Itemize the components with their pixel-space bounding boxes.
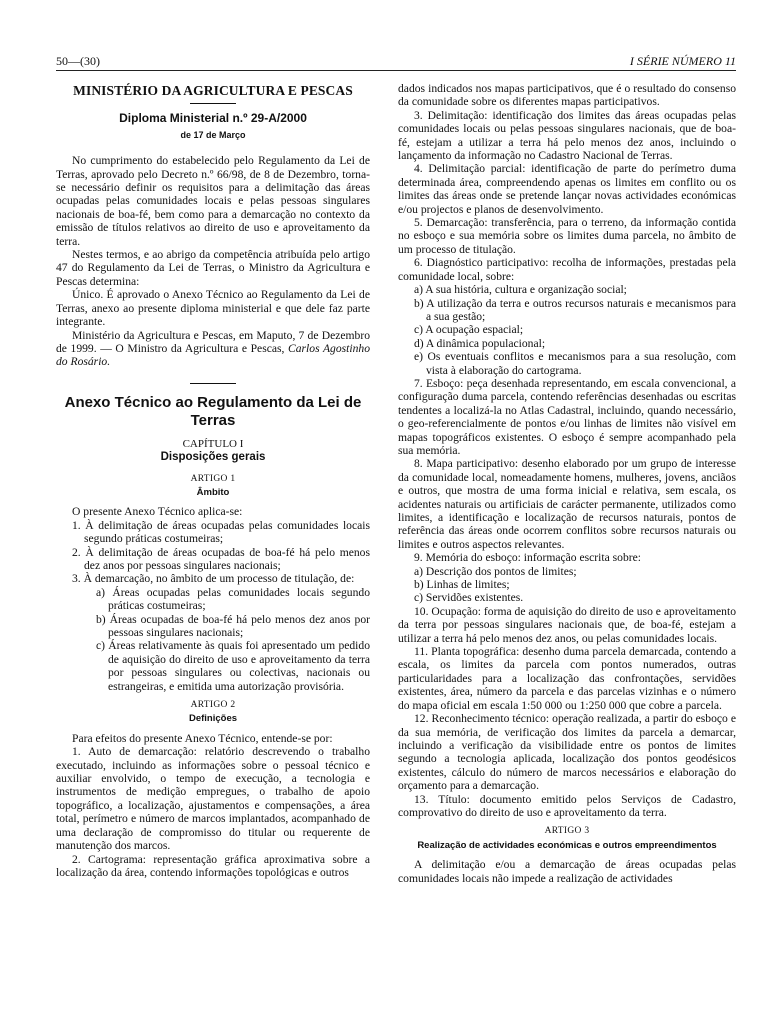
definition: 2. Cartograma: representação gráfica aproximativa sobre a localização da área, contendo informações topológicas e outros — [56, 852, 370, 879]
diploma-title: Diploma Ministerial n.º 29-A/2000 — [119, 111, 307, 126]
paragraph-closing — [56, 329, 370, 369]
definition: 7. Esboço: peça desenhada representando, em escala convencional, a configuração duma parcela, contendo referências desenhadas ou escritas tendentes a localizá-la no Atlas Cadastral, incluindo, quando necessário, o geo-referencialmente de pontos e/ou linhas de limites não visível em mapas topográficos existentes. O esboço é sempre acompanhado pela sua memória. — [398, 376, 736, 457]
sub-item: a) Áreas ocupadas pelas comunidades locais segundo práticas costumeiras; — [96, 585, 370, 613]
list-item: d) A dinâmica populacional; — [414, 336, 546, 350]
definition: 3. Delimitação: identificação dos limites das áreas ocupadas pelas comunidades locais ou pelas pessoas singulares nacionais, que de boa-fé, estejam a utilizar a terra há pelo menos dez anos, incluindo o lançamento da informação no Cadastro Nacional de Terras. — [398, 108, 736, 163]
paragraph: Único. É aprovado o Anexo Técnico ao Regulamento da Lei de Terras, anexo ao presente diploma ministerial e que dele faz parte integrante. — [56, 288, 370, 329]
definition: 12. Reconhecimento técnico: operação realizada, a partir do esboço e da sua memória, de verificação dos limites da parcela a demarcar, incluindo a verificação da visibilidade entre os pontos de limites segundo a tecnologia aplicada, localização dos pontos geodésicos existentes, cálculo do número de marcos necessários e elaboração do orçamento para a demarcação. — [398, 712, 736, 793]
list-item: e) Os eventuais conflitos e mecanismos para a sua resolução, com vista à elaboração do cartograma. — [414, 350, 736, 377]
article-title: Âmbito — [196, 486, 230, 498]
sub-item: c) Áreas relativamente às quais foi apresentado um pedido de aquisição do direito de uso e aproveitamento da terra por pessoas singulares ou colectivas, nacionais ou estrangeiras, e emitida uma autorização provisória. — [96, 639, 370, 693]
list-item: a) Descrição dos pontos de limites; — [414, 564, 577, 578]
definition: 13. Título: documento emitido pelos Serviços de Cadastro, comprovativo do direito de uso e aproveitamento da terra. — [398, 792, 736, 819]
definition: 11. Planta topográfica: desenho duma parcela demarcada, contendo a escala, os limites da parcela com pontos numerados, outras particularidades para a localização das confrontações, servidões existentes, área, número da parcela e das parcelas vizinhas e o número do mapa oficial em escala 1:50 000 ou 1:250 000 que cobre a parcela. — [398, 645, 736, 712]
ministry-heading: MINISTÉRIO DA AGRICULTURA E PESCAS — [73, 83, 353, 98]
signature: Carlos Agostinho do Rosário. — [56, 341, 370, 369]
article-intro: O presente Anexo Técnico aplica-se: — [72, 505, 243, 519]
list-item: a) A sua história, cultura e organização social; — [414, 283, 627, 297]
list-item: c) A ocupação espacial; — [414, 323, 524, 337]
list-item: 3. À demarcação, no âmbito de um processo de titulação, de: — [72, 572, 355, 586]
article-title: Realização de actividades económicas e outros empreendimentos — [417, 839, 717, 851]
series-number: I SÉRIE NÚMERO 11 — [629, 54, 736, 68]
divider — [190, 383, 236, 384]
article-intro: Para efeitos do presente Anexo Técnico, entende-se por: — [72, 731, 333, 745]
list-item: b) A utilização da terra e outros recursos naturais e mecanismos para a sua gestão; — [414, 296, 736, 323]
closing-text: Ministério da Agricultura e Pescas, em Maputo, 7 de Dezembro de 1999. — O Ministro da Agricultura e Pescas, — [56, 328, 370, 355]
article-label: ARTIGO 1 — [190, 473, 236, 484]
paragraph: Nestes termos, e ao abrigo da competência atribuída pelo artigo 47 do Regulamento da Lei de Terras, o Ministro da Agricultura e Pescas determina: — [56, 248, 370, 288]
page-number: 50—(30) — [56, 54, 100, 68]
list-item: c) Servidões existentes. — [414, 591, 524, 605]
definition: 1. Auto de demarcação: relatório descrevendo o trabalho executado, incluindo as informações sobre o pessoal técnico e auxiliar envolvido, o tempo de execução, a tecnologia e instrumentos de medição empregues, o trabalho de apoio topográfico, a localização, ajustamentos e compensações, a área total, perímetro e número de marcos implantados, acompanhado de uma declaração de compromisso do titular ou requerente de manutenção dos marcos. — [56, 745, 370, 853]
definition: 8. Mapa participativo: desenho elaborado por um grupo de interesse da comunidade local, nomeadamente homens, mulheres, jovens, anciãos e outros, que mostra de uma forma inicial e relativa, sem escala, os acidentes naturais ou artificiais de carácter permanente, utilizados como limites, a identificação e localização de recursos naturais, pontos de referência das áreas onde ocorrem conflitos sobre recursos naturais ou limites e outros aspectos relevantes. — [398, 457, 736, 551]
article-label: ARTIGO 3 — [544, 826, 590, 837]
definition: 9. Memória do esboço: informação escrita sobre: — [414, 551, 641, 565]
definition: 4. Delimitação parcial: identificação de parte do perímetro duma determinada área, compreendendo apenas os limites em conflito ou os limites das áreas onde se pretende lançar novas actividades económicas e/ou projectos e planos de desenvolvimento. — [398, 162, 736, 216]
paragraph: No cumprimento do estabelecido pelo Regulamento da Lei de Terras, aprovado pelo Decreto n.º 66/98, de 8 de Dezembro, torna-se necessário definir os requisitos para a delimitação das áreas ocupadas pelas comunidades locais e pelas pessoas singulares nacionais de boa-fé, bem como para a demarcação no contexto da emissão de títulos relativos ao direito de uso e aproveitamento da terra. — [56, 154, 370, 248]
right-column — [398, 82, 736, 885]
article-title: Definições — [188, 713, 238, 725]
definition: 5. Demarcação: transferência, para o terreno, da informação contida no esboço e sua memória sobre os limites duma parcela, no âmbito de um processo de titulação. — [398, 216, 736, 256]
annex-title: Anexo Técnico ao Regulamento da Lei de Terras — [64, 393, 362, 429]
left-column — [56, 82, 370, 879]
list-item: b) Linhas de limites; — [414, 578, 510, 592]
list-item: 1. À delimitação de áreas ocupadas pelas comunidades locais segundo práticas costumeiras; — [72, 518, 370, 546]
definition: 10. Ocupação: forma de aquisição do direito de uso e aproveitamento da terra por pessoas singulares nacionais que, de boa-fé, estejam a utilizar a terra há pelo menos dez anos, ou pelas comunidades locais. — [398, 604, 736, 645]
definition: 6. Diagnóstico participativo: recolha de informações, prestadas pela comunidade local, sobre: — [398, 256, 736, 283]
sub-item: b) Áreas ocupadas de boa-fé há pelo menos dez anos por pessoas singulares nacionais; — [96, 612, 370, 639]
diploma-date: de 17 de Março — [180, 129, 246, 140]
chapter-title: Disposições gerais — [160, 451, 266, 464]
paragraph-continued: dados indicados nos mapas participativos, que é o resultado do consenso da comunidade sobre os diferentes mapas participativos. — [398, 82, 736, 109]
divider — [190, 103, 236, 104]
article-label: ARTIGO 2 — [190, 700, 236, 711]
paragraph: A delimitação e/ou a demarcação de áreas ocupadas pelas comunidades locais não impede a realização de actividades — [398, 858, 736, 885]
page-header — [56, 52, 736, 71]
chapter-label: CAPÍTULO I — [182, 437, 244, 450]
list-item: 2. À delimitação de áreas ocupadas de boa-fé há pelo menos dez anos por pessoas singulares nacionais; — [72, 545, 370, 572]
